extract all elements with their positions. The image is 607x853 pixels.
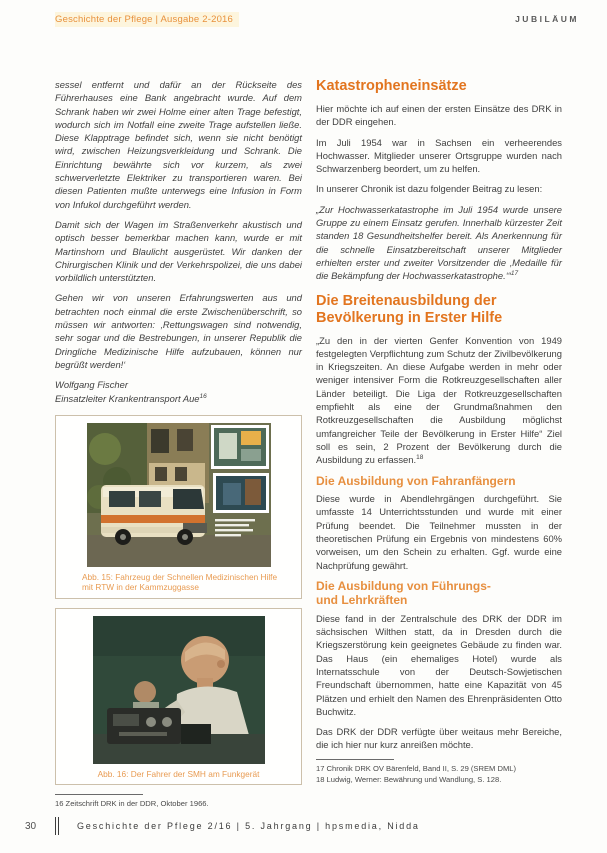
body-paragraph: Das DRK der DDR verfügte über weitaus mehr Bereiche, die ich hier nur kurz anreißen möchte. [316,726,562,751]
footnote-divider [55,794,143,795]
quoted-paragraph: Damit sich der Wagen im Straßenverkehr akustisch und optisch besser bemerkbar machen kann, wurde er mit Martinshorn und Blaulicht ausgerüstet. Wir danken der Chirurgischen Klinik und der Verkehrspolizei, die uns dabei vorbildlich unterstützten. [55,218,302,284]
right-column [316,78,562,811]
page-header [55,12,579,27]
article-body [55,78,562,811]
figure2-caption: Abb. 16: Der Fahrer der SMH am Funkgerät [97,768,260,779]
body-paragraph: Im Juli 1954 war in Sachsen ein verheerendes Hochwasser. Mitglieder unserer Ortsgruppe wurden nach Schwarzenberg beordert, um zu helfen. [316,136,562,175]
page-number: 30 [25,820,37,832]
section-heading-katastropheneinsaetze: Katastropheneinsätze [316,78,467,94]
body-paragraph: Diese wurde in Abendlehrgängen durchgeführt. Sie umfasste 14 Unterrichtsstunden und wurde mit einer Prüfung beendet. Die Teilnehmer mussten in der theoretischen Prüfung ein Ergebnis von mindestens 60% vorweisen, um den Schein zu erhalten. Ggf. wurde eine Nachprüfung gewährt. [316,493,562,571]
page-footer [25,817,420,835]
genfer-konvention-text: „Zu den in der vierten Genfer Konvention von 1949 festgelegten Verpflichtung zum Schutz der Zivilbevölkerung in Kriegszeiten. An diese Aufgabe werden in mehr oder weniger intensiver Form die Rotkreuzgesellschaften aller Länder beteiligt. Die Liga der Rotkreuzgesellschaften empfiehlt als eine der Grundmaßnahmen den Rotkreuzgesellschaften die Ausbildung möglichst umfangreicher Teile der Bevölkerung in Erster Hilfe“ Ziel soll es sein, 2 Prozent der Bevölkerung durch die Ausbildung zu erfassen. [316,334,562,466]
author-name: Wolfgang Fischer [55,379,128,391]
chronicle-quote [316,203,562,283]
quoted-paragraph: Gehen wir von unseren Erfahrungswerten aus und betrachten noch einmal die erste Zwischenüberschrift, so müssen wir antworten: ‚Rettungswagen sind notwendig, sehr sogar und die Bestrebungen, in unserer Republik die Dringliche Medizinische Hilfe aufzubauen, können nur begrüßt werden!‘ [55,292,302,370]
author-role: Einsatzleiter Krankentransport Aue [55,392,200,404]
figure-radio-operator-photo [55,608,302,786]
radio-operator-illustration [93,616,265,764]
author-signature [55,378,302,405]
journal-issue-label: Geschichte der Pflege | Ausgabe 2-2016 [55,12,239,27]
footnote-18: 18 Ludwig, Werner: Bewährung und Wandlung, S. 128. [316,775,502,785]
footer-journal-info: Geschichte der Pflege 2/16 | 5. Jahrgang | hpsmedia, Nidda [77,821,420,831]
subheading-fahranfaenger: Die Ausbildung von Fahranfängern [316,473,516,488]
footnote-ref: 16 [199,392,207,400]
subheading-line2: und Lehrkräften [316,593,408,608]
body-paragraph: Hier möchte ich auf einen der ersten Einsätze des DRK in der DDR eingehen. [316,103,562,128]
left-column [55,78,302,811]
quoted-paragraph: sessel entfernt und dafür an der Rückseite des Führerhauses eine Bank angebracht wurde. Auf dem Schrank haben wir zwei Holme einer alten Trage befestigt, wodurch sich im Notfall eine zweite Trage aufstellen ließe. Diese Klapptrage befindet sich, wenn sie nicht benötigt wird, zwischen Heizungsverkleidung und Schrank. Die Einrichtung bewährte sich vor kurzem, als zwei schwerverletzte Elektriker zu transportieren waren. Bei diesen Patienten mußte unterwegs eine Infusion in Form von Infukol durchgeführt werden. [55,79,302,210]
section-label: JUBILÄUM [515,14,579,24]
body-paragraph [316,334,562,467]
body-paragraph: In unserer Chronik ist dazu folgender Beitrag zu lesen: [316,183,543,195]
ambulance-photo-illustration [87,423,271,567]
body-paragraph: Diese fand in der Zentralschule des DRK der DDR im sächsischen Wilthen statt, da in Dresden durch die Kriegszerstörung kein geeignetes Gebäude zu finden war. Das Haus (ein ehemaliges Hotel) wurde als Internatsschule von der Deutsch-Sowjetischen Freundschaft übernommen, hatte eine Kapazität von 45 Plätzen und erhielt den Namen des Ehrenpräsidenten Otto Buchwitz. [316,612,562,717]
figure-ambulance-photo [55,415,302,599]
chronicle-quote-text: „Zur Hochwasserkatastrophe im Juli 1954 wurde unsere Gruppe zu einem Einsatz gerufen. Innerhalb kürzester Zeit standen 18 Gesundheitshelfer bereit. Als Anerkennung für die schnelle Einsatzbereitschaft unserer Mitglieder erhielten erster und zweiter Vorsitzender die ‚Medaille für die Bekämpfung der Hochwasserkatastrophe.‘“ [316,203,562,282]
footnote-16: 16 Zeitschrift DRK in der DDR, Oktober 1966. [55,799,209,809]
footnote-17: 17 Chronik DRK OV Bärenfeld, Band II, S. 29 (SREM DML) [316,763,517,773]
section-heading-breitenausbildung: Die Breitenausbildung der Bevölkerung in Erster Hilfe [316,292,503,326]
figure1-caption: Abb. 15: Fahrzeug der Schnellen Medizinischen Hilfe mit RTW in der Kammzuggasse [82,571,278,593]
footnote-ref: 18 [416,454,424,462]
footer-divider [55,817,59,835]
subheading-line1: Die Ausbildung von Führungs- [316,578,491,593]
footnote-divider [316,759,394,760]
footnote-ref: 17 [510,270,519,278]
subheading-fuehrungskraefte [316,579,562,608]
